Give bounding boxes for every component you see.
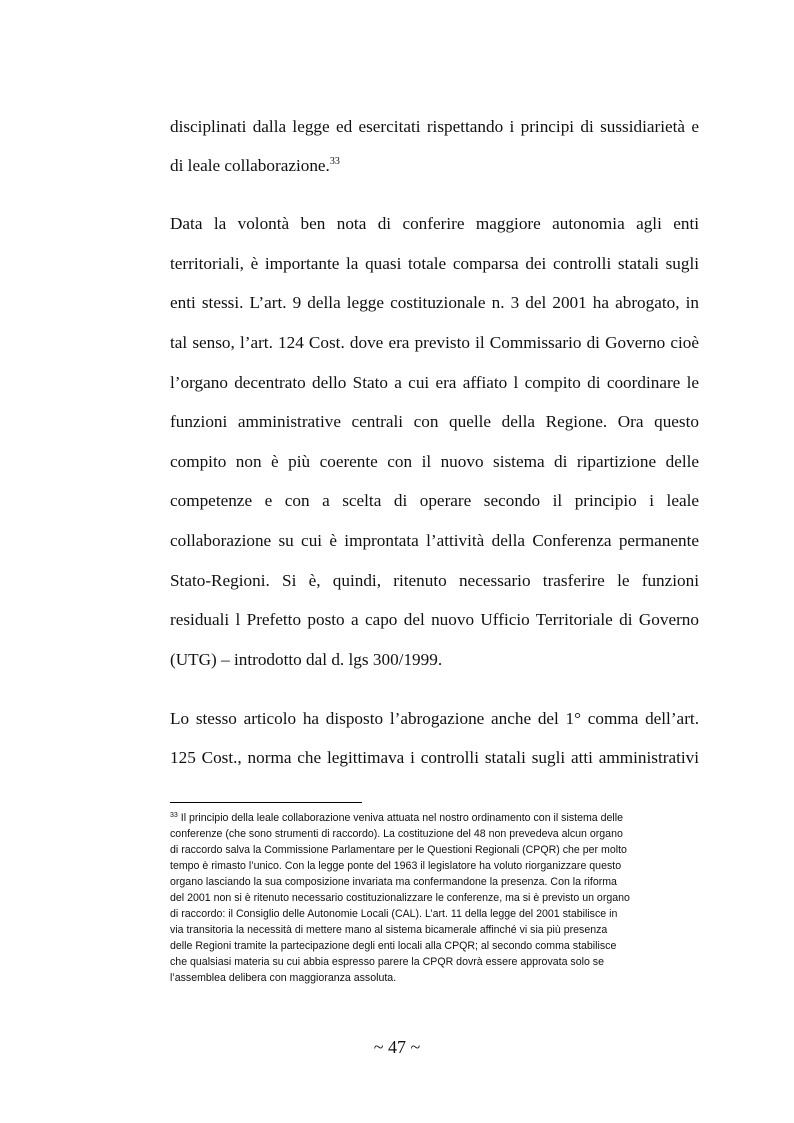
body-text-line: tal senso, l’art. 124 Cost. dove era previsto il Commissario di Governo cioè xyxy=(170,333,699,352)
body-text-line: 125 Cost., norma che legittimava i controlli statali sugli atti amministrativi xyxy=(170,748,699,767)
footnote-line xyxy=(170,810,699,826)
body-text-line: Lo stesso articolo ha disposto l’abrogazione anche del 1° comma dell’art. xyxy=(170,709,699,728)
page-number: ~ 47 ~ xyxy=(373,1037,421,1057)
footnote-text: Il principio della leale collaborazione veniva attuata nel nostro ordinamento con il sistema delle xyxy=(180,812,624,824)
footnote-line: delle Regioni tramite la partecipazione degli enti locali alla CPQR; al secondo comma stabilisce xyxy=(170,940,617,952)
footnote-line: organo lasciando la sua composizione invariata ma confermandone la presenza. Con la riforma xyxy=(170,876,617,888)
footnote-line: che qualsiasi materia su cui abbia espresso parere la CPQR dovrà essere approvata solo se xyxy=(170,956,604,968)
footnote-line: di raccordo: il Consiglio delle Autonomie Locali (CAL). L’art. 11 della legge del 2001 stabilisce in xyxy=(170,908,618,920)
footnote-reference[interactable]: 33 xyxy=(329,156,340,167)
footnote-line: conferenze (che sono strumenti di raccordo). La costituzione del 48 non prevedeva alcun organo xyxy=(170,828,623,840)
body-text-line: enti stessi. L’art. 9 della legge costituzionale n. 3 del 2001 ha abrogato, in xyxy=(170,293,699,312)
body-text-line: compito non è più coerente con il nuovo sistema di ripartizione delle xyxy=(170,452,699,471)
footnote-number: 33 xyxy=(170,812,178,819)
footnote-line: l’assemblea delibera con maggioranza assoluta. xyxy=(170,972,397,984)
body-text-line: competenze e con a scelta di operare secondo il principio i leale xyxy=(170,491,699,510)
body-text-span: di leale collaborazione. xyxy=(170,156,330,175)
footnote-line: del 2001 non si è ritenuto necessario costituzionalizzare le conferenze, ma si è previsto un organo xyxy=(170,892,630,904)
body-text-line: disciplinati dalla legge ed esercitati rispettando i principi di sussidiarietà e xyxy=(170,117,699,136)
body-text-line: funzioni amministrative centrali con quelle della Regione. Ora questo xyxy=(170,412,699,431)
body-text-line: (UTG) – introdotto dal d. lgs 300/1999. xyxy=(170,650,443,669)
footnote-separator xyxy=(170,802,362,803)
body-text-line: Data la volontà ben nota di conferire maggiore autonomia agli enti xyxy=(170,214,699,233)
footnote-line: via transitoria la necessità di mettere mano al sistema bicamerale affinché vi sia più presenza xyxy=(170,924,608,936)
body-text-line: Stato-Regioni. Si è, quindi, ritenuto necessario trasferire le funzioni xyxy=(170,571,699,590)
body-text-line: residuali l Prefetto posto a capo del nuovo Ufficio Territoriale di Governo xyxy=(170,610,699,629)
body-text-line: collaborazione su cui è improntata l’attività della Conferenza permanente xyxy=(170,531,699,550)
body-text-line xyxy=(170,156,699,176)
footnote-line: tempo è rimasto l’unico. Con la legge ponte del 1963 il legislatore ha voluto riorganizzare questo xyxy=(170,860,622,872)
body-text-line: l’organo decentrato dello Stato a cui era affiato l compito di coordinare le xyxy=(170,373,699,392)
body-text-line: territoriali, è importante la quasi totale comparsa dei controlli statali sugli xyxy=(170,254,699,273)
footnote-line: di raccordo salva la Commissione Parlamentare per le Questioni Regionali (CPQR) che per molto xyxy=(170,844,627,856)
